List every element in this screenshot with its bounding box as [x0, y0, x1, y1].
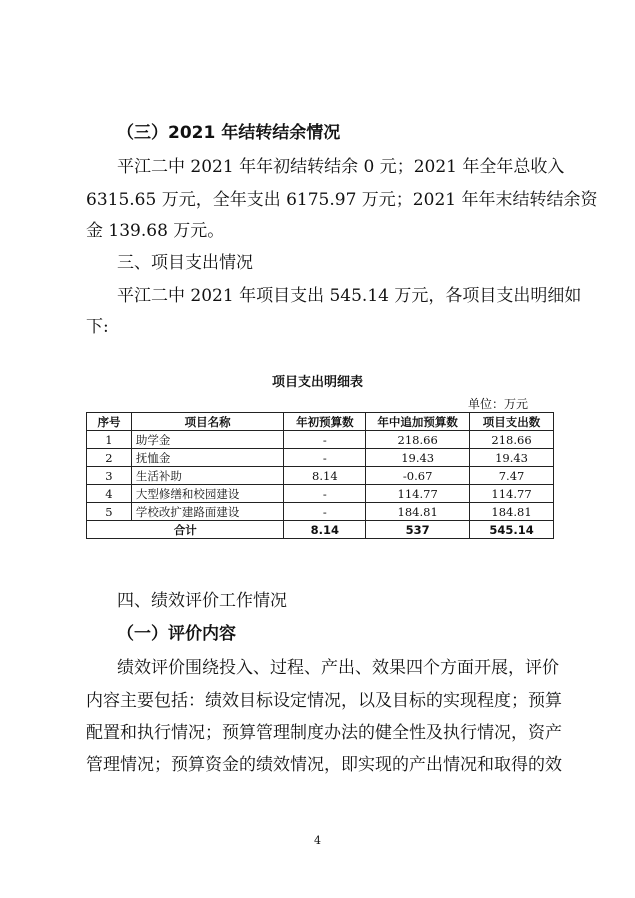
- table-header-row: [87, 413, 554, 431]
- balance-line-1: 平江二中 2021 年年初结转结余 0 元；2021 年全年总收入: [117, 157, 565, 177]
- cell-index: 5: [87, 503, 132, 521]
- cell-project-name: 抚恤金: [131, 449, 284, 467]
- cell-initial-budget: -: [284, 449, 366, 467]
- balance-line-3: 金 139.68 万元。: [86, 221, 225, 241]
- cell-initial-budget: -: [284, 485, 366, 503]
- cell-project-name: 助学金: [131, 431, 284, 449]
- eval-line-3: 配置和执行情况；预算管理制度办法的健全性及执行情况，资产: [86, 723, 562, 743]
- section-four-heading: 四、绩效评价工作情况: [117, 591, 287, 611]
- cell-index: 1: [87, 431, 132, 449]
- cell-added-budget: 218.66: [366, 431, 470, 449]
- cell-project-name: 大型修缮和校园建设: [131, 485, 284, 503]
- cell-initial-budget: 8.14: [284, 467, 366, 485]
- cell-project-spent: 7.47: [470, 467, 554, 485]
- project-line-1: 平江二中 2021 年项目支出 545.14 万元，各项目支出明细如: [117, 286, 582, 306]
- balance-line-2: 6315.65 万元，全年支出 6175.97 万元；2021 年年末结转结余资: [86, 190, 598, 210]
- cell-index: 2: [87, 449, 132, 467]
- eval-line-2: 内容主要包括：绩效目标设定情况，以及目标的实现程度；预算: [86, 691, 562, 711]
- header-project-name: 项目名称: [131, 413, 284, 431]
- cell-project-name: 生活补助: [131, 467, 284, 485]
- cell-initial-budget: -: [284, 431, 366, 449]
- table-row: [87, 467, 554, 485]
- subheading-carryover: （三）2021 年结转结余情况: [117, 123, 341, 143]
- cell-project-spent: 19.43: [470, 449, 554, 467]
- cell-added-budget: 114.77: [366, 485, 470, 503]
- cell-project-spent: 218.66: [470, 431, 554, 449]
- cell-added-budget: -0.67: [366, 467, 470, 485]
- cell-project-spent: 184.81: [470, 503, 554, 521]
- total-added-budget: 537: [366, 521, 470, 539]
- table-row: [87, 485, 554, 503]
- table-total-row: [87, 521, 554, 539]
- project-line-2: 下:: [86, 317, 109, 337]
- cell-index: 3: [87, 467, 132, 485]
- total-project-spent: 545.14: [470, 521, 554, 539]
- cell-added-budget: 19.43: [366, 449, 470, 467]
- eval-line-1: 绩效评价围绕投入、过程、产出、效果四个方面开展，评价: [117, 658, 559, 678]
- subheading-eval-content: （一）评价内容: [117, 624, 236, 644]
- table-row: [87, 449, 554, 467]
- total-label: 合计: [87, 521, 284, 539]
- cell-project-spent: 114.77: [470, 485, 554, 503]
- page-number: 4: [314, 834, 321, 847]
- cell-initial-budget: -: [284, 503, 366, 521]
- total-initial-budget: 8.14: [284, 521, 366, 539]
- cell-index: 4: [87, 485, 132, 503]
- project-expense-table: [86, 412, 554, 539]
- header-initial-budget: 年初预算数: [284, 413, 366, 431]
- table-row: [87, 431, 554, 449]
- cell-added-budget: 184.81: [366, 503, 470, 521]
- section-three-heading: 三、项目支出情况: [117, 253, 253, 273]
- table-title: 项目支出明细表: [271, 375, 363, 390]
- table-row: [87, 503, 554, 521]
- table-unit: 单位：万元: [468, 397, 529, 411]
- cell-project-name: 学校改扩建路面建设: [131, 503, 284, 521]
- header-index: 序号: [87, 413, 132, 431]
- header-added-budget: 年中追加预算数: [366, 413, 470, 431]
- eval-line-4: 管理情况；预算资金的绩效情况，即实现的产出情况和取得的效: [86, 755, 562, 775]
- header-project-spent: 项目支出数: [470, 413, 554, 431]
